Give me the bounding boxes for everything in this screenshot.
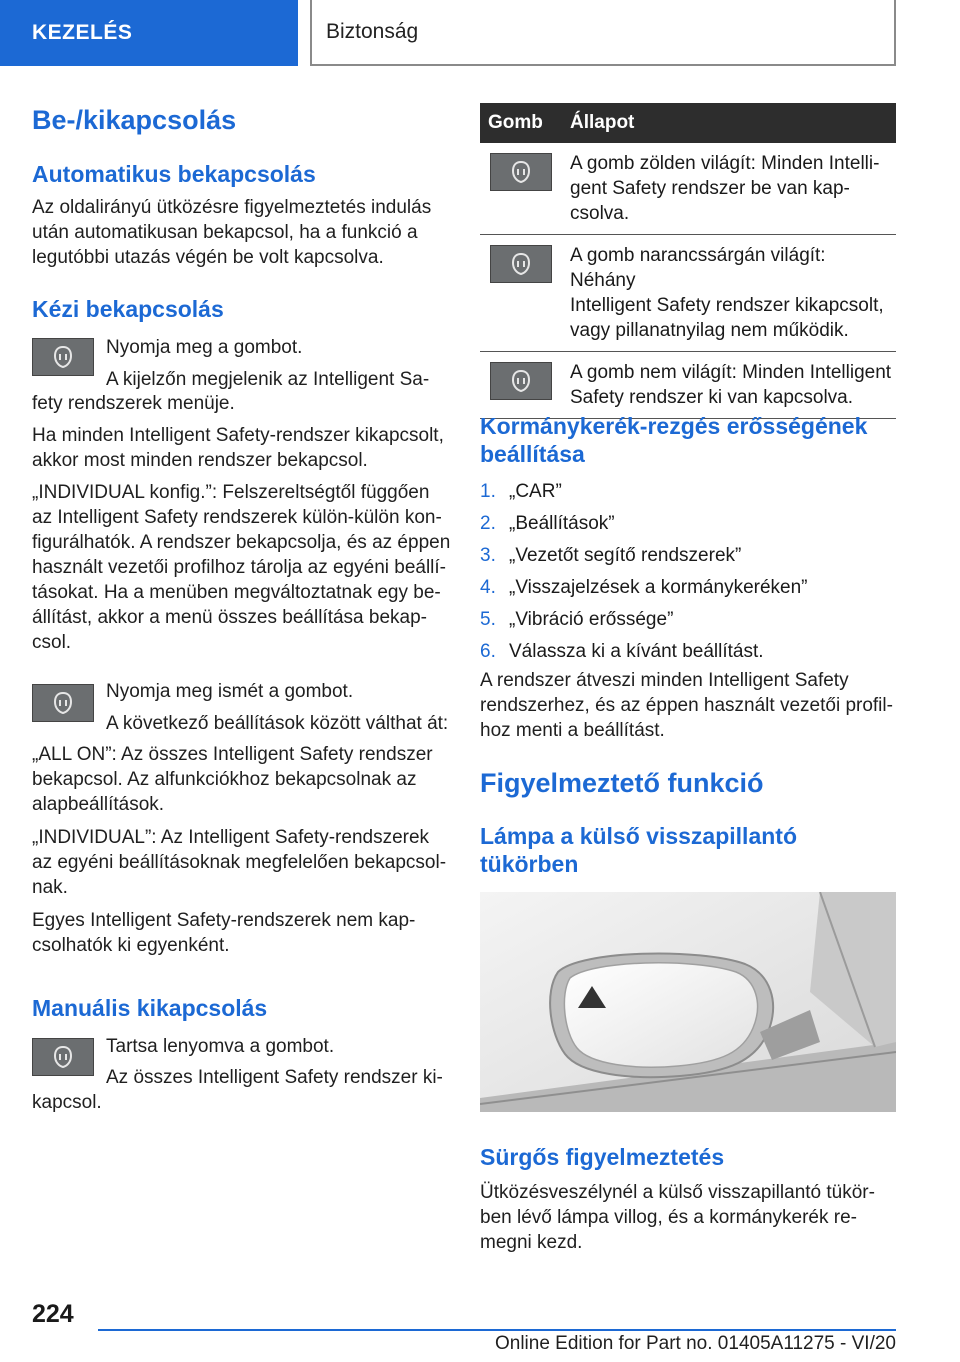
text-line: A gomb narancssárgán világít: Néhány bbox=[570, 245, 826, 291]
text-line: hoz menti a beállítást. bbox=[480, 720, 665, 741]
vibration-heading bbox=[480, 412, 900, 468]
manual-off-step1: Tartsa lenyomva a gombot. bbox=[106, 1036, 335, 1057]
manual-off-step2-line2: kapcsol. bbox=[32, 1092, 102, 1113]
text-line: megni kezd. bbox=[480, 1232, 583, 1253]
text-line: az Intelligent Safety rendszerek külön-külön kon- bbox=[32, 507, 442, 528]
step-number: 5. bbox=[480, 609, 496, 630]
urgent-paragraph bbox=[480, 1180, 900, 1255]
list-item bbox=[480, 636, 896, 668]
lamp-heading bbox=[480, 822, 900, 878]
vibration-note bbox=[480, 668, 900, 743]
manual-on-heading: Kézi bekapcsolás bbox=[32, 296, 224, 322]
warning-title: Figyelmeztető funkció bbox=[480, 768, 764, 798]
table-cell-state bbox=[562, 143, 896, 235]
manual-on-p4 bbox=[32, 825, 452, 900]
section-tab bbox=[0, 0, 298, 66]
text-line: alapbeállítások. bbox=[32, 794, 165, 815]
manual-on-p2 bbox=[32, 480, 452, 655]
safety-button-icon bbox=[32, 338, 94, 376]
footer-divider bbox=[98, 1329, 896, 1331]
button-state-table bbox=[480, 103, 896, 419]
step-text: „Vezetőt segítő rendszerek” bbox=[509, 545, 742, 566]
chapter-tab bbox=[310, 0, 896, 66]
text-line: gent Safety rendszer be van kap- bbox=[570, 178, 850, 199]
vibration-steps bbox=[480, 476, 896, 668]
manual-on-step2-line2: fety rendszerek menüje. bbox=[32, 393, 235, 414]
table-row bbox=[480, 235, 896, 352]
text-line: A rendszer átveszi minden Intelligent Safety bbox=[480, 670, 849, 691]
list-item bbox=[480, 604, 896, 636]
text-line: A gomb zölden világít: Minden Intelli- bbox=[570, 153, 880, 174]
safety-button-icon bbox=[490, 362, 552, 400]
text-line: „INDIVIDUAL”: Az Intelligent Safety-rendszerek bbox=[32, 827, 430, 848]
step-number: 6. bbox=[480, 641, 496, 662]
safety-button-icon bbox=[490, 153, 552, 191]
manual-off-heading: Manuális kikapcsolás bbox=[32, 995, 268, 1021]
text-line: bekapcsol. Az alfunkciókhoz bekapcsolnak az bbox=[32, 769, 417, 790]
text-line: állítást, akkor a menü összes beállítása bekap- bbox=[32, 607, 427, 628]
manual-on-step1: Nyomja meg a gombot. bbox=[106, 337, 303, 358]
step-text: „Vibráció erőssége” bbox=[509, 609, 674, 630]
table-cell-state bbox=[562, 352, 896, 419]
page-title: Be-/kikapcsolás bbox=[32, 105, 237, 135]
table-header-button: Gomb bbox=[480, 103, 562, 143]
text-line: Az oldalirányú ütközésre figyelmeztetés indulás bbox=[32, 197, 432, 218]
list-item bbox=[480, 476, 896, 508]
text-line: tásokat. Ha a menüben megváltoztatnak egy be- bbox=[32, 582, 441, 603]
text-line: A gomb nem világít: Minden Intelligent bbox=[570, 362, 892, 383]
table-cell-state bbox=[562, 235, 896, 352]
safety-button-icon bbox=[32, 1038, 94, 1076]
step-text: „Visszajelzések a kormánykeréken” bbox=[509, 577, 808, 598]
text-line: „INDIVIDUAL konfig.”: Felszereltségtől függően bbox=[32, 482, 430, 503]
heading-line: Lámpa a külső visszapillantó bbox=[480, 823, 797, 849]
table-header-state: Állapot bbox=[562, 103, 896, 143]
manual-on-step3: Nyomja meg ismét a gombot. bbox=[106, 681, 354, 702]
text-line: Egyes Intelligent Safety-rendszerek nem kap- bbox=[32, 910, 416, 931]
text-line: ben lévő lámpa villog, és a kormánykerék re- bbox=[480, 1207, 858, 1228]
text-line: legutóbbi utazás végén be volt kapcsolva. bbox=[32, 247, 384, 268]
step-text: „CAR” bbox=[509, 481, 562, 502]
text-line: rendszerhez, és az éppen használt vezetői profil- bbox=[480, 695, 893, 716]
footer-edition: Online Edition for Part no. 01405A11275 - VI/20 bbox=[494, 1333, 896, 1354]
text-line: nak. bbox=[32, 877, 68, 898]
heading-line: Kormánykerék-rezgés erősségének bbox=[480, 413, 868, 439]
auto-heading: Automatikus bekapcsolás bbox=[32, 161, 316, 187]
text-line: csolva. bbox=[570, 203, 630, 224]
table-row bbox=[480, 143, 896, 235]
text-line: vagy pillanatnyilag nem működik. bbox=[570, 320, 849, 341]
auto-paragraph bbox=[32, 195, 452, 270]
step-number: 4. bbox=[480, 577, 496, 598]
step-number: 1. bbox=[480, 481, 496, 502]
text-line: használt vezetői profilhoz tárolja az egyéni beállí- bbox=[32, 557, 447, 578]
urgent-heading: Sürgős figyelmeztetés bbox=[480, 1144, 725, 1170]
chapter-title: Biztonság bbox=[326, 20, 419, 43]
text-line: után automatikusan bekapcsol, ha a funkció a bbox=[32, 222, 418, 243]
table-row bbox=[480, 352, 896, 419]
text-line: Ha minden Intelligent Safety-rendszer kikapcsolt, bbox=[32, 425, 444, 446]
step-number: 2. bbox=[480, 513, 496, 534]
text-line: Ütközésveszélynél a külső visszapillantó tükör- bbox=[480, 1182, 875, 1203]
section-title: KEZELÉS bbox=[32, 21, 133, 44]
manual-on-p3 bbox=[32, 742, 452, 817]
mirror-illustration bbox=[480, 892, 896, 1112]
text-line: az egyéni beállításoknak megfelelően bekapcsol- bbox=[32, 852, 447, 873]
text-line: csol. bbox=[32, 632, 72, 653]
manual-off-step2-line1: Az összes Intelligent Safety rendszer ki- bbox=[106, 1067, 443, 1088]
list-item bbox=[480, 540, 896, 572]
safety-button-icon bbox=[32, 684, 94, 722]
manual-on-p5 bbox=[32, 908, 452, 958]
text-line: „ALL ON”: Az összes Intelligent Safety rendszer bbox=[32, 744, 433, 765]
safety-button-icon bbox=[490, 245, 552, 283]
step-number: 3. bbox=[480, 545, 496, 566]
manual-on-step2-line1: A kijelzőn megjelenik az Intelligent Sa- bbox=[106, 369, 430, 390]
list-item bbox=[480, 508, 896, 540]
step-text: Válassza ki a kívánt beállítást. bbox=[509, 641, 764, 662]
text-line: csolhatók ki egyenként. bbox=[32, 935, 230, 956]
manual-on-p1 bbox=[32, 423, 452, 473]
page-number: 224 bbox=[32, 1300, 74, 1328]
text-line: akkor most minden rendszer bekapcsol. bbox=[32, 450, 368, 471]
heading-line: tükörben bbox=[480, 851, 579, 877]
text-line: figurálhatók. A rendszer bekapcsolja, és az éppen bbox=[32, 532, 451, 553]
manual-on-step4: A következő beállítások között válthat át: bbox=[106, 713, 449, 734]
text-line: Intelligent Safety rendszer kikapcsolt, bbox=[570, 295, 884, 316]
list-item bbox=[480, 572, 896, 604]
text-line: Safety rendszer ki van kapcsolva. bbox=[570, 387, 854, 408]
step-text: „Beállítások” bbox=[509, 513, 615, 534]
heading-line: beállítása bbox=[480, 441, 585, 467]
